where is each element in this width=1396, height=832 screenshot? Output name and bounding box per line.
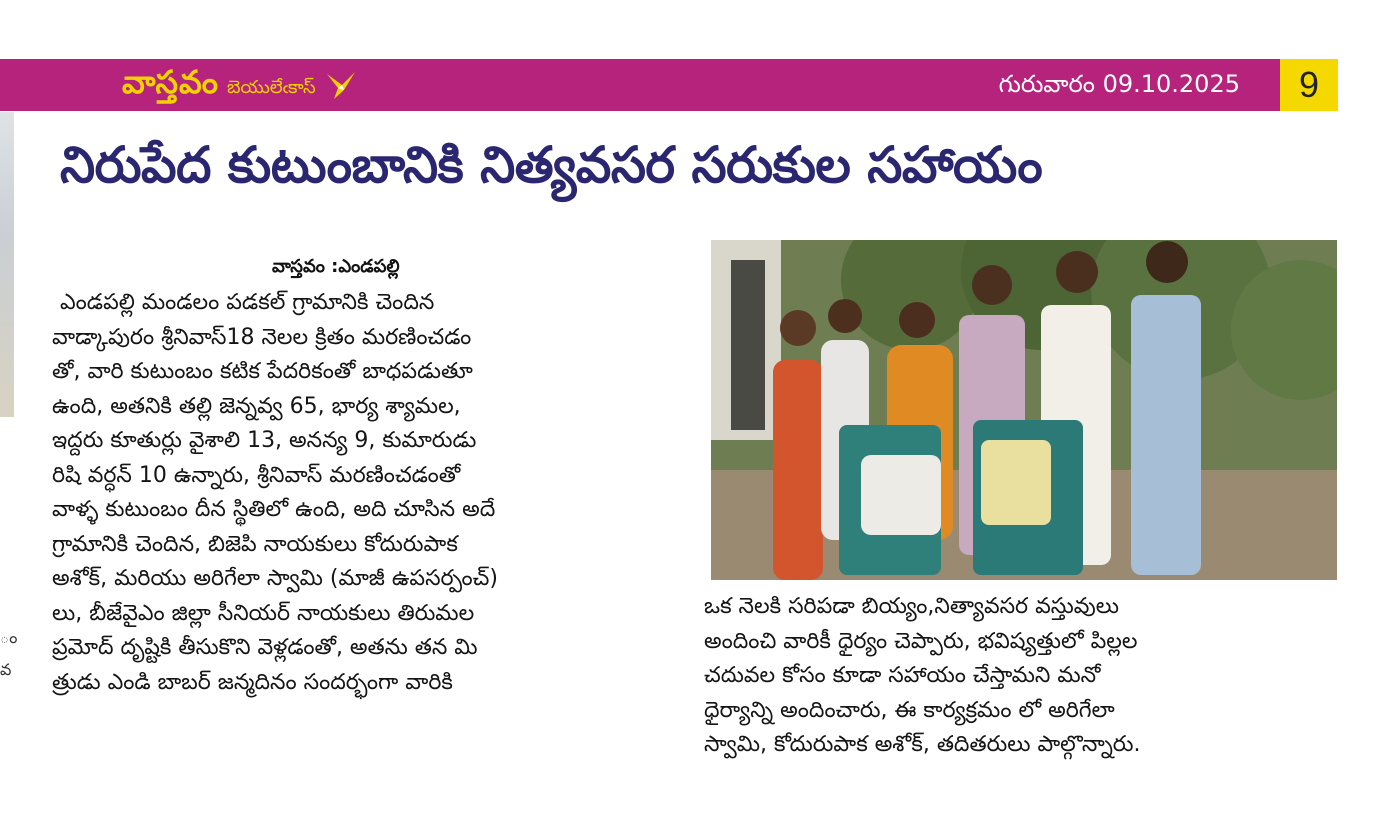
article-headline: నిరుపేద కుటుంబానికి నిత్యవసర సరుకుల సహాయం (60, 136, 1043, 194)
text-line: వాళ్ళ కుటుంబం దీన స్థితిలో ఉంది, అది చూసిన అదే (52, 497, 496, 522)
byline: వాస్తవం :ఎండపల్లి (272, 256, 400, 277)
brand-subtitle: బెయులేఁకాస్ (226, 77, 316, 98)
brand-logo (122, 63, 358, 107)
text-line: గ్రామానికి చెందిన, బిజెపి నాయకులు కోదురుపాక (52, 531, 458, 557)
group-photo-icon (711, 240, 1337, 580)
text-line: స్వామి, కోదురుపాక అశోక్, తదితరులు పాల్గొన్నారు. (704, 732, 1141, 757)
text-line: ధైర్యాన్ని అందించారు, ఈ కార్యక్రమం లో అరిగేలా (704, 697, 1115, 723)
text-line: వాడ్కాపురం శ్రీనివాస్18 నెలల క్రితం మరణించడం (52, 324, 472, 350)
adjacent-page-char: ం (0, 628, 18, 647)
masthead-band (0, 59, 1338, 111)
brand-name: వాస్తవం (122, 63, 219, 101)
adjacent-page-edge (0, 112, 14, 417)
text-line: త్రుడు ఎండి బాబర్ జన్మదినం సందర్భంగా వారికి (52, 669, 453, 695)
article-photo (711, 240, 1337, 580)
text-line: తో, వారి కుటుంబం కటిక పేదరికంతో బాధపడుతూ (52, 359, 473, 384)
text-line: ఉంది, అతనికి తల్లి జెన్నవ్వ 65, భార్య శ్యామల, (52, 393, 461, 419)
page-number: 9 (1280, 59, 1338, 111)
text-line: ఎండపల్లి మండలం పడకల్ గ్రామానికి చెందిన (60, 290, 435, 315)
text-line: లు, బీజేవైఎం జిల్లా సీనియర్ నాయకులు తిరుమల (52, 600, 475, 626)
text-line: ఒక నెలకి సరిపడా బియ్యం,నిత్యావసర వస్తువులు (704, 594, 1119, 619)
dove-icon (324, 68, 358, 102)
text-line: అందించి వారికీ ధైర్యం చెప్పారు, భవిష్యత్తులో పిల్లల (704, 628, 1138, 654)
text-line: రిషి వర్ధన్ 10 ఉన్నారు, శ్రీనివాస్ మరణించడంతో (52, 462, 461, 488)
adjacent-page-char: వ (0, 660, 12, 679)
article-column-left (52, 286, 677, 700)
issue-date: గురువారం 09.10.2025 (998, 70, 1240, 98)
text-line: చదువల కోసం కూడా సహాయం చేస్తామని మనో (704, 663, 1101, 688)
article-column-right (704, 590, 1334, 763)
text-line: ప్రమోద్ దృష్టికి తీసుకొని వెళ్లడంతో, అతను తన మి (52, 635, 478, 660)
text-line: అశోక్, మరియు అరిగేలా స్వామి (మాజీ ఉపసర్పంచ్) (52, 566, 498, 591)
text-line: ఇద్దరు కూతుర్లు వైశాలి 13, అనన్య 9, కుమారుడు (52, 428, 477, 453)
